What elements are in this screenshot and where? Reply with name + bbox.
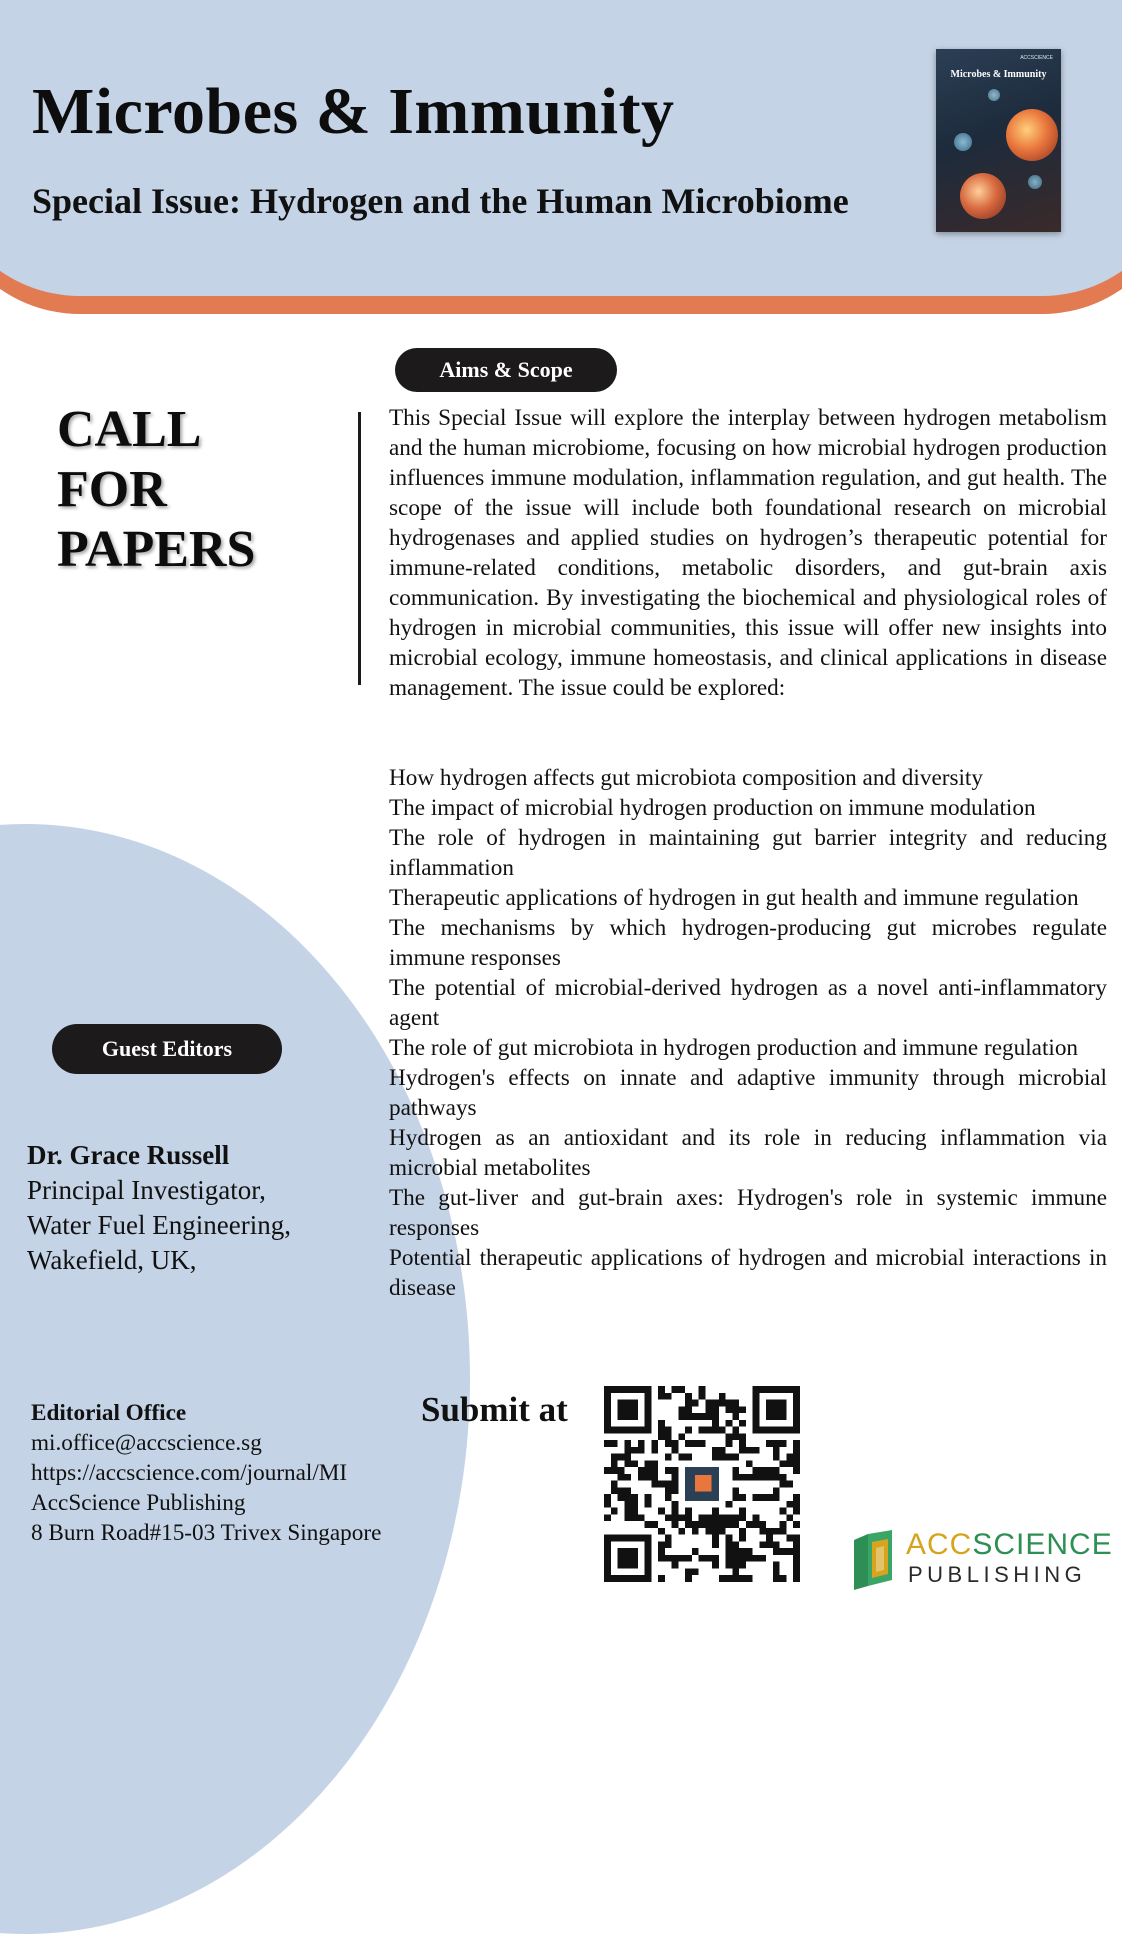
topics-list [389,763,1107,1303]
topic-item: The impact of microbial hydrogen production on immune modulation [389,795,1036,821]
editorial-office [31,1398,451,1548]
office-email: mi.office@accscience.sg [31,1430,262,1456]
cover-logo: ACCSCIENCE [1020,55,1053,61]
aims-scope-text: This Special Issue will explore the interplay between hydrogen metabolism and the human microbiome, focusing on how microbial hydrogen production influences immune modulation, inflammation regulation, and gut health. The scope of the issue will include both foundational research on microbial hydrogenases and applied studies on hydrogen’s therapeutic potential for immune-related conditions, metabolic disorders, and gut-brain axis communication. By investigating the biochemical and physiological roles of hydrogen in microbial communities, this issue will offer new insights into microbial ecology, immune homeostasis, and clinical applications in disease management. The issue could be explored: [389,405,1107,701]
aims-scope-badge: Aims & Scope [395,348,617,392]
virus-illustration [1006,109,1058,161]
logo-wordmark-science: SCIENCE [972,1528,1113,1561]
topic-item: How hydrogen affects gut microbiota composition and diversity [389,765,983,791]
topic-item: The potential of microbial-derived hydrogen as a novel anti-inflammatory agent [389,975,1107,1031]
call-for-papers-heading [57,400,255,580]
virus-illustration [954,133,972,151]
editorial-office-heading: Editorial Office [31,1400,187,1426]
cover-title: Microbes & Immunity [950,69,1047,80]
virus-illustration [960,173,1006,219]
guest-editor-info [27,1138,357,1278]
topic-item: The role of gut microbiota in hydrogen production and immune regulation [389,1035,1079,1061]
office-url: https://accscience.com/journal/MI [31,1460,348,1486]
virus-illustration [1028,175,1042,189]
book-icon [852,1530,894,1590]
logo-wordmark-acc: ACC [906,1528,973,1561]
editor-affiliation-line: Water Fuel Engineering, [27,1210,291,1240]
topic-item: Therapeutic applications of hydrogen in gut health and immune regulation [389,885,1079,911]
topic-item: Hydrogen as an antioxidant and its role in reducing inflammation via microbial metabolites [389,1125,1107,1181]
cfp-line: FOR [57,461,167,518]
editor-name: Dr. Grace Russell [27,1140,230,1170]
logo-wordmark [906,1528,1113,1562]
topic-item: The gut-liver and gut-brain axes: Hydrogen's role in systemic immune responses [389,1185,1107,1241]
submission-qr-code[interactable] [604,1386,800,1582]
topic-item: Potential therapeutic applications of hydrogen and microbial interactions in disease [389,1245,1107,1301]
editor-affiliation-line: Principal Investigator, [27,1175,266,1205]
journal-title: Microbes & Immunity [32,75,675,148]
cfp-line: CALL [57,401,202,458]
guest-editors-badge: Guest Editors [52,1024,282,1074]
editor-affiliation-line: Wakefield, UK, [27,1245,197,1275]
topic-item: Hydrogen's effects on innate and adaptive immunity through microbial pathways [389,1065,1107,1121]
office-publisher: AccScience Publishing [31,1490,246,1516]
journal-cover-image [936,49,1061,232]
topic-item: The mechanisms by which hydrogen-producing gut microbes regulate immune responses [389,915,1107,971]
issue-subtitle: Special Issue: Hydrogen and the Human Microbiome [32,181,849,221]
submit-label: Submit at [421,1390,568,1429]
accscience-publishing-logo [852,1528,1113,1592]
topic-item: The role of hydrogen in maintaining gut barrier integrity and reducing inflammation [389,825,1107,881]
logo-wordmark-publishing: PUBLISHING [908,1562,1087,1587]
vertical-divider [358,412,361,685]
virus-illustration [988,89,1000,101]
cfp-line: PAPERS [57,521,256,578]
office-address: 8 Burn Road#15-03 Trivex Singapore [31,1520,382,1546]
